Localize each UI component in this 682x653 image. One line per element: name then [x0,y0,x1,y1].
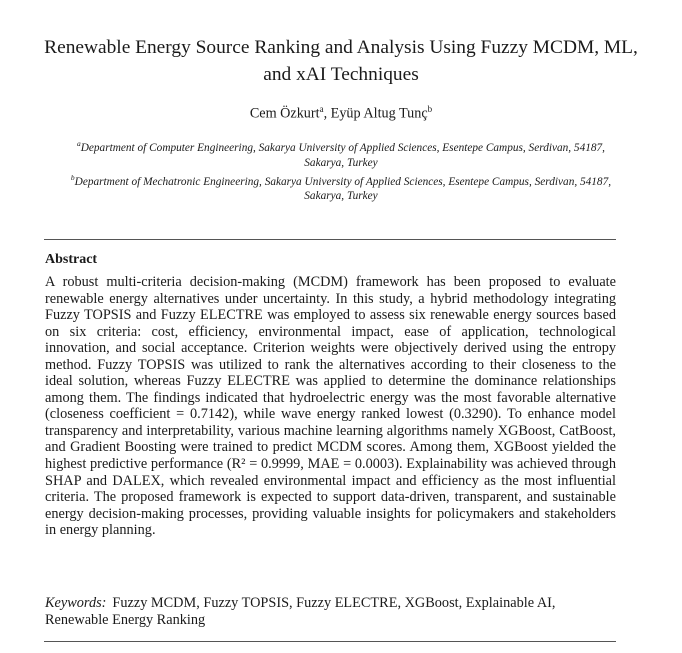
author-name: Cem Özkurt [249,105,320,122]
abstract-top-rule [44,239,616,240]
keywords [45,595,616,629]
affiliation-mark: b [70,172,75,182]
affiliation-text: Department of Mechatronic Engineering, Sakarya University of Applied Sciences, Esentepe Campus, Serdivan, 54187, Sakarya, Turkey [74,175,612,203]
author-name: Eyüp Altug Tunç [330,105,428,122]
abstract-heading: Abstract [45,252,98,267]
author-affiliation-mark: b [427,104,433,114]
author-list [40,104,642,123]
abstract-body: A robust multi-criteria decision-making (MCDM) framework has been proposed to evaluate renewable energy alternatives under uncertainty. In this study, a hybrid methodology integrating Fuzzy TOPSIS and Fuzzy ELECTRE was employed to assess six renewable energy sources based on six criteria: cost, efficiency, environmental impact, ease of application, technological innovation, and social acceptance. Criterion weights were objectively derived using the entropy method. Fuzzy TOPSIS was utilized to rank the alternatives according to their closeness to the ideal solution, whereas Fuzzy ELECTRE was applied to determine the dominance relationships among them. The findings indicated that hydroelectric energy was the most favorable alternative (closeness coefficient = 0.7142), while wave energy ranked lowest (0.3290). To enhance model transparency and interpretability, various machine learning algorithms namely XGBoost, CatBoost, and Gradient Boosting were trained to predict MCDM scores. Among them, XGBoost yielded the highest predictive performance (R² = 0.9999, MAE = 0.0003). Explainability was achieved through SHAP and DALEX, which revealed environmental impact and efficiency as the most influential criteria. The proposed framework is expected to support data-driven, transparent, and sustainable energy decision-making processes, providing valuable insights for policymakers and stakeholders in energy planning. [45,274,616,539]
author-separator: , [323,105,331,122]
affiliation-list [70,137,612,204]
affiliation-text: Department of Computer Engineering, Sakarya University of Applied Sciences, Esentepe Campus, Serdivan, 54187, Sakarya, Turkey [80,141,606,169]
affiliation [70,137,612,171]
keywords-label: Keywords: [45,595,107,611]
author-affiliation-mark: a [319,104,324,114]
affiliation [70,171,612,205]
paper-title: Renewable Energy Source Ranking and Analysis Using Fuzzy MCDM, ML, and xAI Techniques [44,37,638,85]
keywords-text: Fuzzy MCDM, Fuzzy TOPSIS, Fuzzy ELECTRE, XGBoost, Explainable AI, Renewable Energy Ranking [45,595,556,628]
affiliation-mark: a [76,139,81,148]
abstract-bottom-rule [44,641,616,642]
